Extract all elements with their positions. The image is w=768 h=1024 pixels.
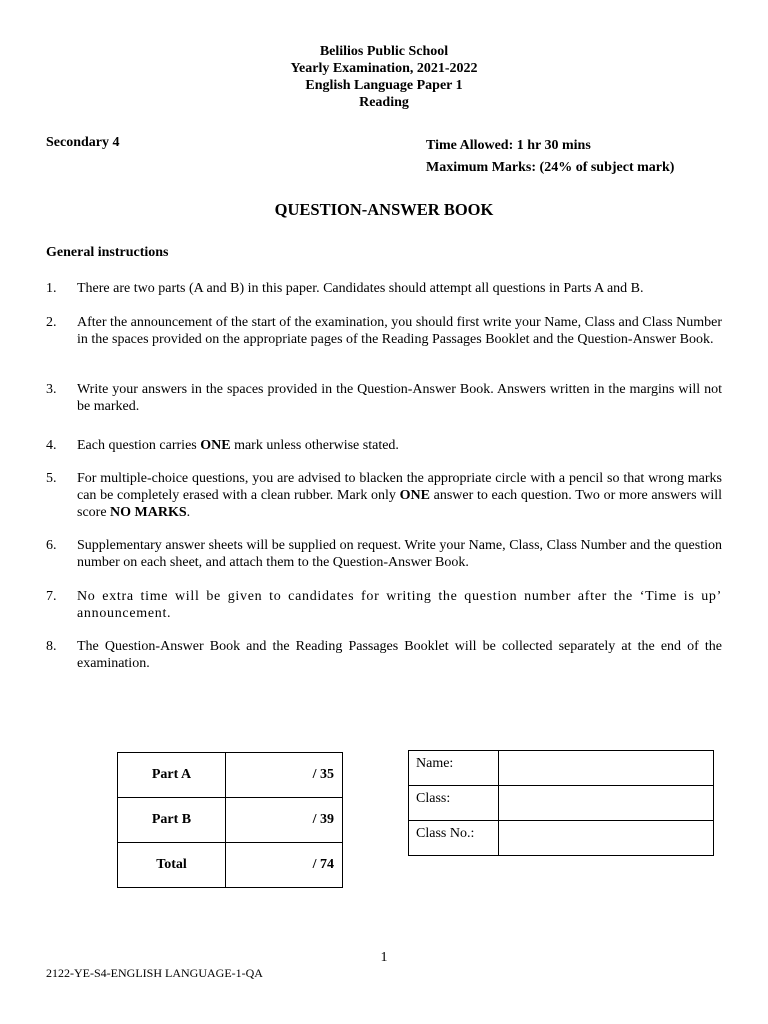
instruction-text — [77, 638, 722, 672]
name-field[interactable] — [499, 751, 714, 786]
class-label: Class: — [409, 786, 499, 821]
instruction-text — [77, 588, 722, 622]
school-name: Belilios Public School — [319, 44, 449, 59]
instruction-segment: Each question carries — [77, 438, 201, 453]
exam-name: Yearly Examination, 2021-2022 — [290, 61, 478, 76]
section-name: Reading — [359, 95, 409, 110]
candidate-id-table — [408, 750, 714, 856]
instruction-text — [77, 381, 722, 415]
marks-row — [118, 798, 343, 843]
instruction-emphasis: ONE — [200, 438, 231, 453]
marks-table — [117, 752, 343, 888]
instruction-segment: There are two parts (A and B) in this paper. Candidates should attempt all questions in Parts A and B. — [77, 281, 644, 296]
instruction-segment: . — [186, 505, 191, 520]
instruction-item — [46, 470, 722, 521]
instruction-text — [77, 437, 722, 454]
instruction-segment: answer to each question. Two or more answers will score — [77, 488, 722, 520]
marks-score: / 74 — [226, 843, 343, 888]
instruction-segment: No extra time will be given to candidates for writing the question number after the ‘Time is up’ announcement. — [77, 589, 722, 621]
instruction-segment: Write your answers in the spaces provided in the Question-Answer Book. Answers written in the margins will not be marked. — [77, 382, 722, 414]
instruction-item — [46, 381, 722, 415]
marks-part-label: Part A — [118, 753, 226, 798]
class-field[interactable] — [499, 786, 714, 821]
instruction-number: 6. — [46, 538, 57, 553]
instruction-text — [77, 280, 722, 297]
instruction-segment: mark unless otherwise stated. — [230, 438, 399, 453]
level-label: Secondary 4 — [46, 135, 120, 150]
instruction-text — [77, 314, 722, 348]
marks-score: / 39 — [226, 798, 343, 843]
id-row — [409, 821, 714, 856]
book-title: QUESTION-ANSWER BOOK — [274, 200, 494, 219]
instructions-heading: General instructions — [46, 245, 169, 260]
instruction-text — [77, 470, 722, 521]
instruction-number: 2. — [46, 315, 57, 330]
id-row — [409, 786, 714, 821]
instruction-number: 4. — [46, 438, 57, 453]
time-allowed: Time Allowed: 1 hr 30 mins — [426, 138, 591, 153]
instruction-segment: Supplementary answer sheets will be supplied on request. Write your Name, Class, Class Number and the question number on each sheet, and attach them to the Question-Answer Book. — [77, 538, 722, 570]
paper-name: English Language Paper 1 — [305, 78, 463, 93]
instruction-text — [77, 537, 722, 571]
instruction-emphasis: NO MARKS — [110, 505, 187, 520]
instruction-number: 7. — [46, 589, 57, 604]
page-number: 1 — [380, 950, 388, 965]
instruction-item — [46, 437, 722, 454]
exam-meta — [426, 135, 674, 179]
instruction-number: 5. — [46, 471, 57, 486]
marks-part-label: Part B — [118, 798, 226, 843]
class-no-field[interactable] — [499, 821, 714, 856]
marks-part-label: Total — [118, 843, 226, 888]
instruction-segment: The Question-Answer Book and the Reading Passages Booklet will be collected separately at the end of the examination. — [77, 639, 722, 671]
instruction-item — [46, 537, 722, 571]
instruction-segment: For multiple-choice questions, you are advised to blacken the appropriate circle with a pencil so that wrong marks can be completely erased with a clean rubber. Mark only — [77, 471, 722, 503]
instruction-segment: After the announcement of the start of the examination, you should first write your Name, Class and Class Number in the spaces provided on the appropriate pages of the Reading Passages Booklet and the Question-Answer Book. — [77, 315, 722, 347]
instruction-item — [46, 314, 722, 348]
name-label: Name: — [409, 751, 499, 786]
id-row — [409, 751, 714, 786]
instruction-emphasis: ONE — [399, 488, 430, 503]
instruction-item — [46, 588, 722, 622]
instruction-number: 3. — [46, 382, 57, 397]
exam-header — [0, 43, 768, 111]
marks-row — [118, 753, 343, 798]
instruction-item — [46, 638, 722, 672]
class-no-label: Class No.: — [409, 821, 499, 856]
instruction-number: 8. — [46, 639, 57, 654]
document-code: 2122-YE-S4-ENGLISH LANGUAGE-1-QA — [46, 966, 263, 980]
marks-score: / 35 — [226, 753, 343, 798]
instruction-number: 1. — [46, 281, 57, 296]
marks-row — [118, 843, 343, 888]
instruction-item — [46, 280, 722, 297]
maximum-marks: Maximum Marks: (24% of subject mark) — [426, 160, 675, 175]
